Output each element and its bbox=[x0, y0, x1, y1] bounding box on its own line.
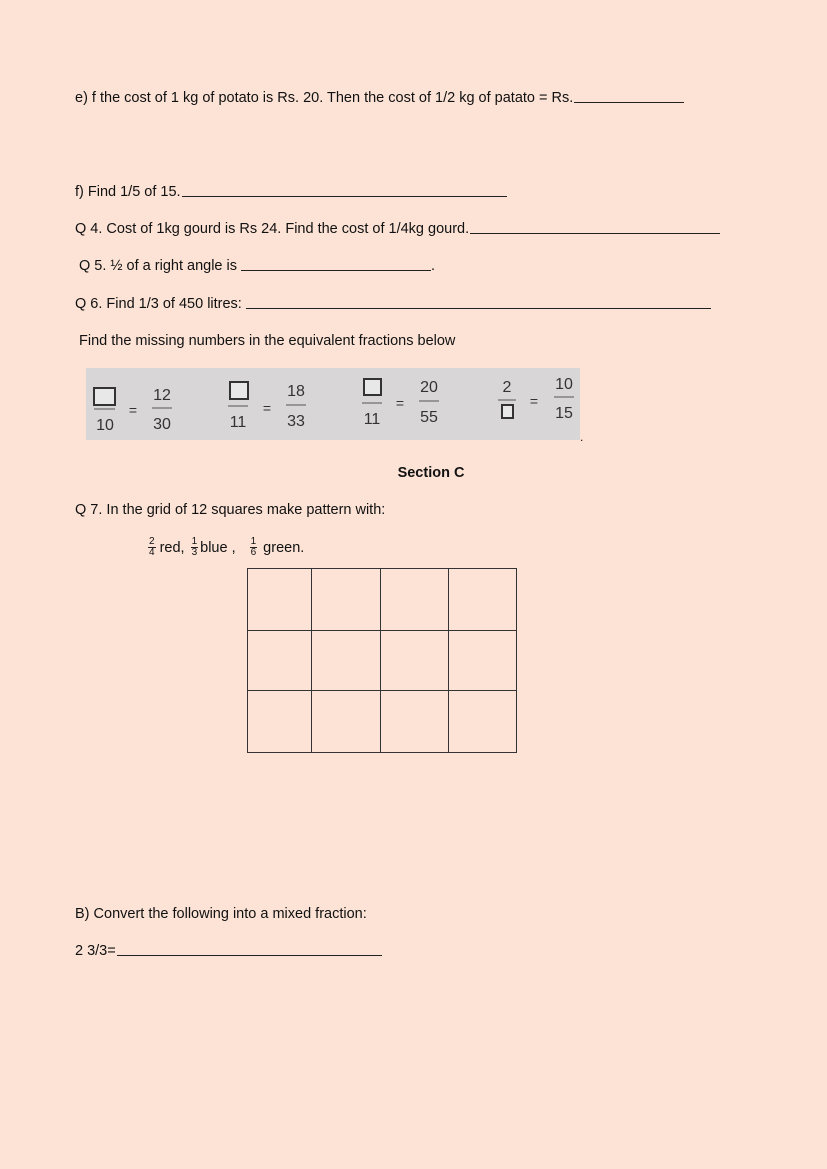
answer-blank-e[interactable] bbox=[574, 101, 684, 103]
fraction-red-den: 4 bbox=[149, 547, 155, 558]
grid-cell[interactable] bbox=[381, 569, 449, 631]
num-3b: 20 bbox=[420, 379, 438, 396]
fraction-pair-4 bbox=[498, 376, 574, 422]
pattern-grid bbox=[247, 568, 517, 753]
equals-3: = bbox=[395, 395, 405, 411]
den-2: 11 bbox=[229, 414, 247, 431]
fraction-blue-num: 1 bbox=[191, 536, 198, 547]
grid-cell[interactable] bbox=[248, 569, 312, 631]
fraction-pair-2 bbox=[228, 382, 306, 431]
den-1b: 30 bbox=[153, 416, 171, 433]
den-4b: 15 bbox=[555, 405, 573, 422]
grid-cell[interactable] bbox=[449, 569, 516, 631]
part-b-title-text: B) Convert the following into a mixed fraction: bbox=[75, 906, 367, 922]
question-6-text: Q 6. Find 1/3 of 450 litres: bbox=[75, 296, 242, 312]
fraction-blue bbox=[191, 537, 199, 558]
answer-blank-f[interactable] bbox=[182, 195, 507, 197]
missing-box-4[interactable] bbox=[502, 405, 513, 418]
fraction-green bbox=[250, 537, 258, 558]
answer-blank-q6[interactable] bbox=[246, 307, 711, 309]
question-e bbox=[75, 90, 684, 106]
question-e-text: e) f the cost of 1 kg of potato is Rs. 20. Then the cost of 1/2 kg of patato = Rs. bbox=[75, 90, 574, 106]
num-1b: 12 bbox=[153, 387, 171, 404]
question-f-text: f) Find 1/5 of 15. bbox=[75, 184, 181, 200]
missing-box-2[interactable] bbox=[230, 382, 248, 399]
missing-numbers-prompt bbox=[79, 333, 455, 349]
fraction-pair-1 bbox=[94, 387, 172, 434]
question-7-text: Q 7. In the grid of 12 squares make pattern with: bbox=[75, 502, 386, 518]
den-2b: 33 bbox=[287, 413, 305, 430]
equivalent-fractions-strip bbox=[86, 368, 580, 440]
missing-numbers-text: Find the missing numbers in the equivalent fractions below bbox=[79, 333, 456, 349]
answer-blank-b[interactable] bbox=[117, 954, 382, 956]
part-b-item-text: 2 3/3= bbox=[75, 943, 116, 959]
grid-cell[interactable] bbox=[248, 631, 312, 691]
den-1: 10 bbox=[96, 417, 114, 434]
question-4-text: Q 4. Cost of 1kg gourd is Rs 24. Find the cost of 1/4kg gourd. bbox=[75, 221, 470, 237]
section-c-title: Section C bbox=[397, 465, 465, 481]
fraction-pair-3 bbox=[362, 379, 439, 428]
question-5-text: Q 5. ½ of a right angle is bbox=[79, 258, 237, 274]
den-3b: 55 bbox=[420, 409, 438, 426]
fraction-red bbox=[148, 537, 156, 558]
den-3: 11 bbox=[363, 411, 381, 428]
equals-4: = bbox=[529, 393, 539, 409]
fraction-green-num: 1 bbox=[250, 536, 257, 547]
grid-cell[interactable] bbox=[312, 691, 381, 752]
grid-cell[interactable] bbox=[312, 631, 381, 691]
num-2b: 18 bbox=[287, 383, 305, 400]
fraction-blue-den: 3 bbox=[191, 547, 198, 558]
fraction-green-den: 6 bbox=[250, 547, 257, 558]
equals-2: = bbox=[262, 400, 272, 416]
pattern-fractions bbox=[148, 537, 304, 558]
question-5 bbox=[79, 258, 435, 274]
grid-cell[interactable] bbox=[312, 569, 381, 631]
fraction-red-num: 2 bbox=[149, 536, 155, 547]
equals-1: = bbox=[128, 402, 138, 418]
label-red: red, bbox=[159, 539, 185, 556]
missing-box-3[interactable] bbox=[364, 379, 381, 395]
missing-box-1[interactable] bbox=[94, 388, 115, 405]
question-7 bbox=[75, 502, 385, 518]
part-b-item bbox=[75, 943, 382, 959]
question-5-end: . bbox=[430, 258, 436, 274]
grid-cell[interactable] bbox=[381, 631, 449, 691]
question-6 bbox=[75, 296, 711, 312]
grid-cell[interactable] bbox=[449, 691, 516, 752]
label-green: green. bbox=[263, 539, 305, 556]
question-f bbox=[75, 184, 507, 200]
num-4b: 10 bbox=[555, 376, 573, 393]
num-4: 2 bbox=[502, 379, 512, 396]
question-4 bbox=[75, 221, 720, 237]
answer-blank-q5[interactable] bbox=[241, 269, 431, 271]
grid-cell[interactable] bbox=[381, 691, 449, 752]
part-b-title bbox=[75, 906, 367, 922]
answer-blank-q4[interactable] bbox=[470, 232, 720, 234]
label-blue: blue , bbox=[200, 539, 236, 556]
grid-cell[interactable] bbox=[248, 691, 312, 752]
trailing-dot: . bbox=[580, 430, 584, 444]
grid-cell[interactable] bbox=[449, 631, 516, 691]
